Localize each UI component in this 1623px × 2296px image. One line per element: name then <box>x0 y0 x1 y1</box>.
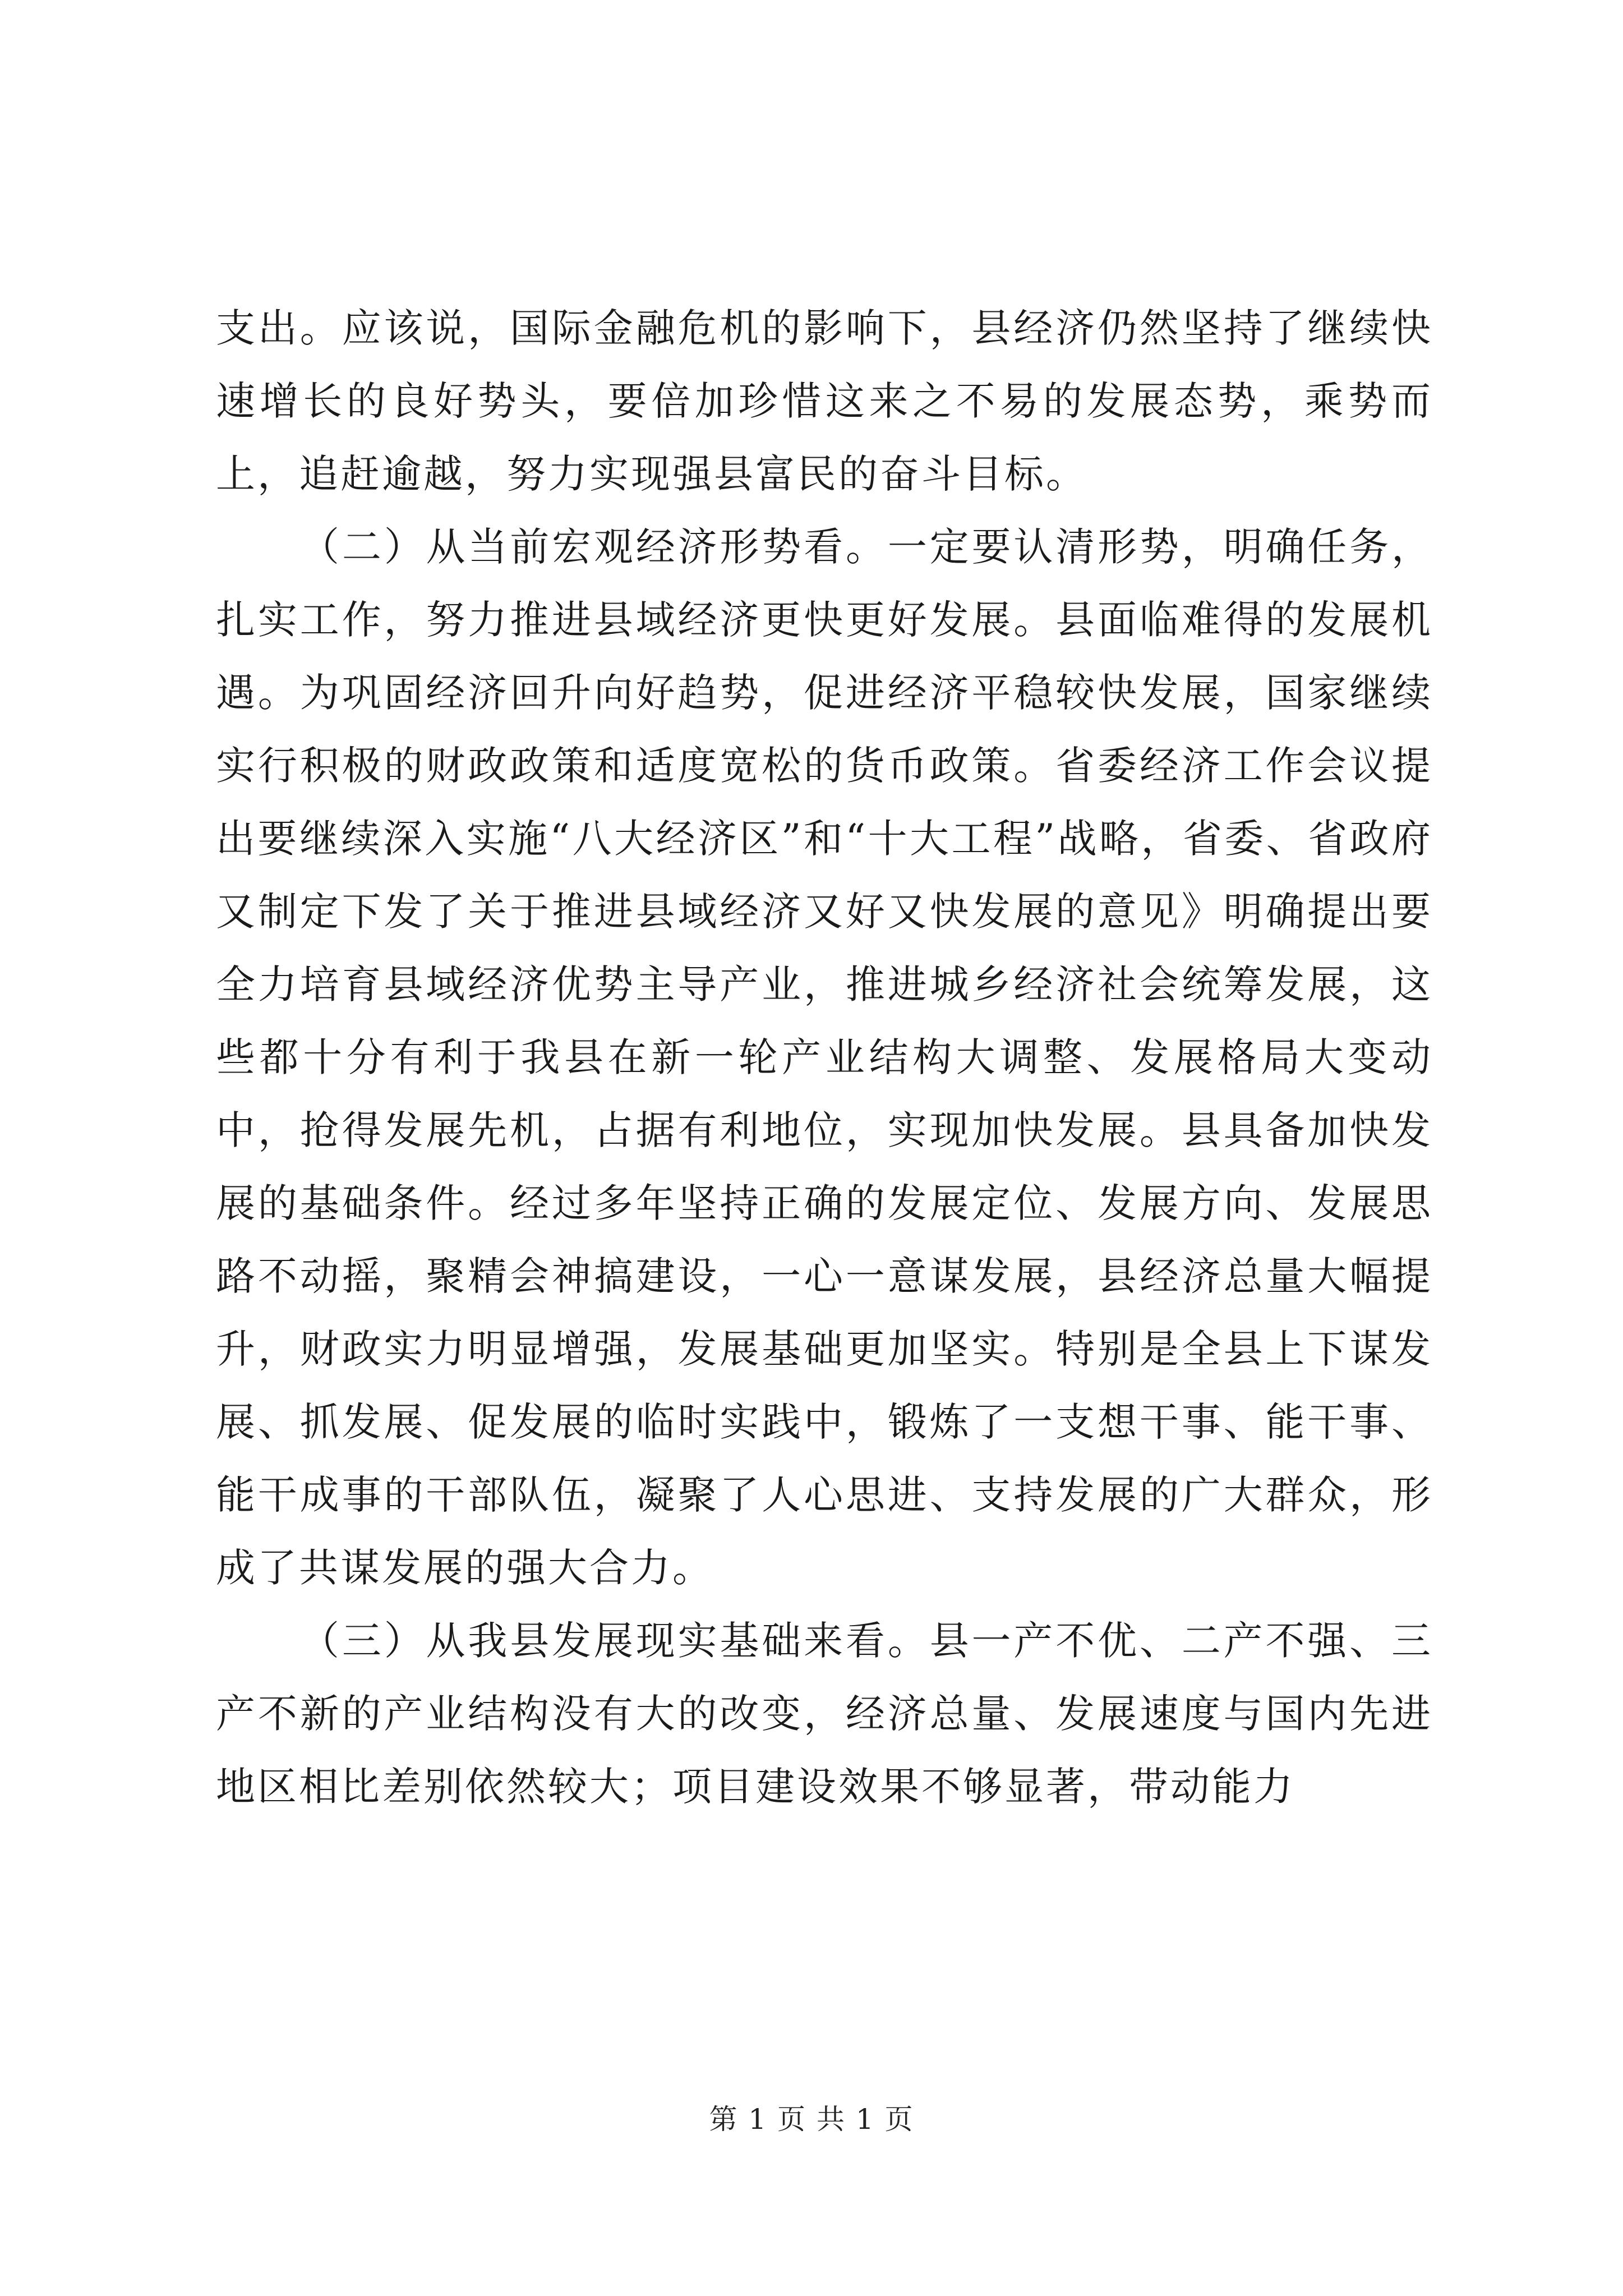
document-body <box>216 292 1433 1823</box>
paragraph-section-two: （二）从当前宏观经济形势看。一定要认清形势，明确任务，扎实工作，努力推进县域经济更快更好发展。县面临难得的发展机遇。为巩固经济回升向好趋势，促进经济平稳较快发展，国家继续实行积极的财政政策和适度宽松的货币政策。省委经济工作会议提出要继续深入实施“八大经济区”和“十大工程”战略，省委、省政府又制定下发了关于推进县域经济又好又快发展的意见》明确提出要全力培育县域经济优势主导产业，推进城乡经济社会统筹发展，这些都十分有利于我县在新一轮产业结构大调整、发展格局大变动中，抢得发展先机，占据有利地位，实现加快发展。县具备加快发展的基础条件。经过多年坚持正确的发展定位、发展方向、发展思路不动摇，聚精会神搞建设，一心一意谋发展，县经济总量大幅提升，财政实力明显增强，发展基础更加坚实。特别是全县上下谋发展、抓发展、促发展的临时实践中，锻炼了一支想干事、能干事、能干成事的干部队伍，凝聚了人心思进、支持发展的广大群众，形成了共谋发展的强大合力。 <box>216 524 1433 1591</box>
page-footer: 第 1 页 共 1 页 <box>709 2103 914 2136</box>
paragraph-section-three: （三）从我县发展现实基础来看。县一产不优、二产不强、三产不新的产业结构没有大的改变，经济总量、发展速度与国内先进地区相比差别依然较大；项目建设效果不够显著，带动能力 <box>216 1618 1433 1810</box>
paragraph-continuation: 支出。应该说，国际金融危机的影响下，县经济仍然坚持了继续快速增长的良好势头，要倍加珍惜这来之不易的发展态势，乘势而上，追赶逾越，努力实现强县富民的奋斗目标。 <box>216 305 1433 497</box>
